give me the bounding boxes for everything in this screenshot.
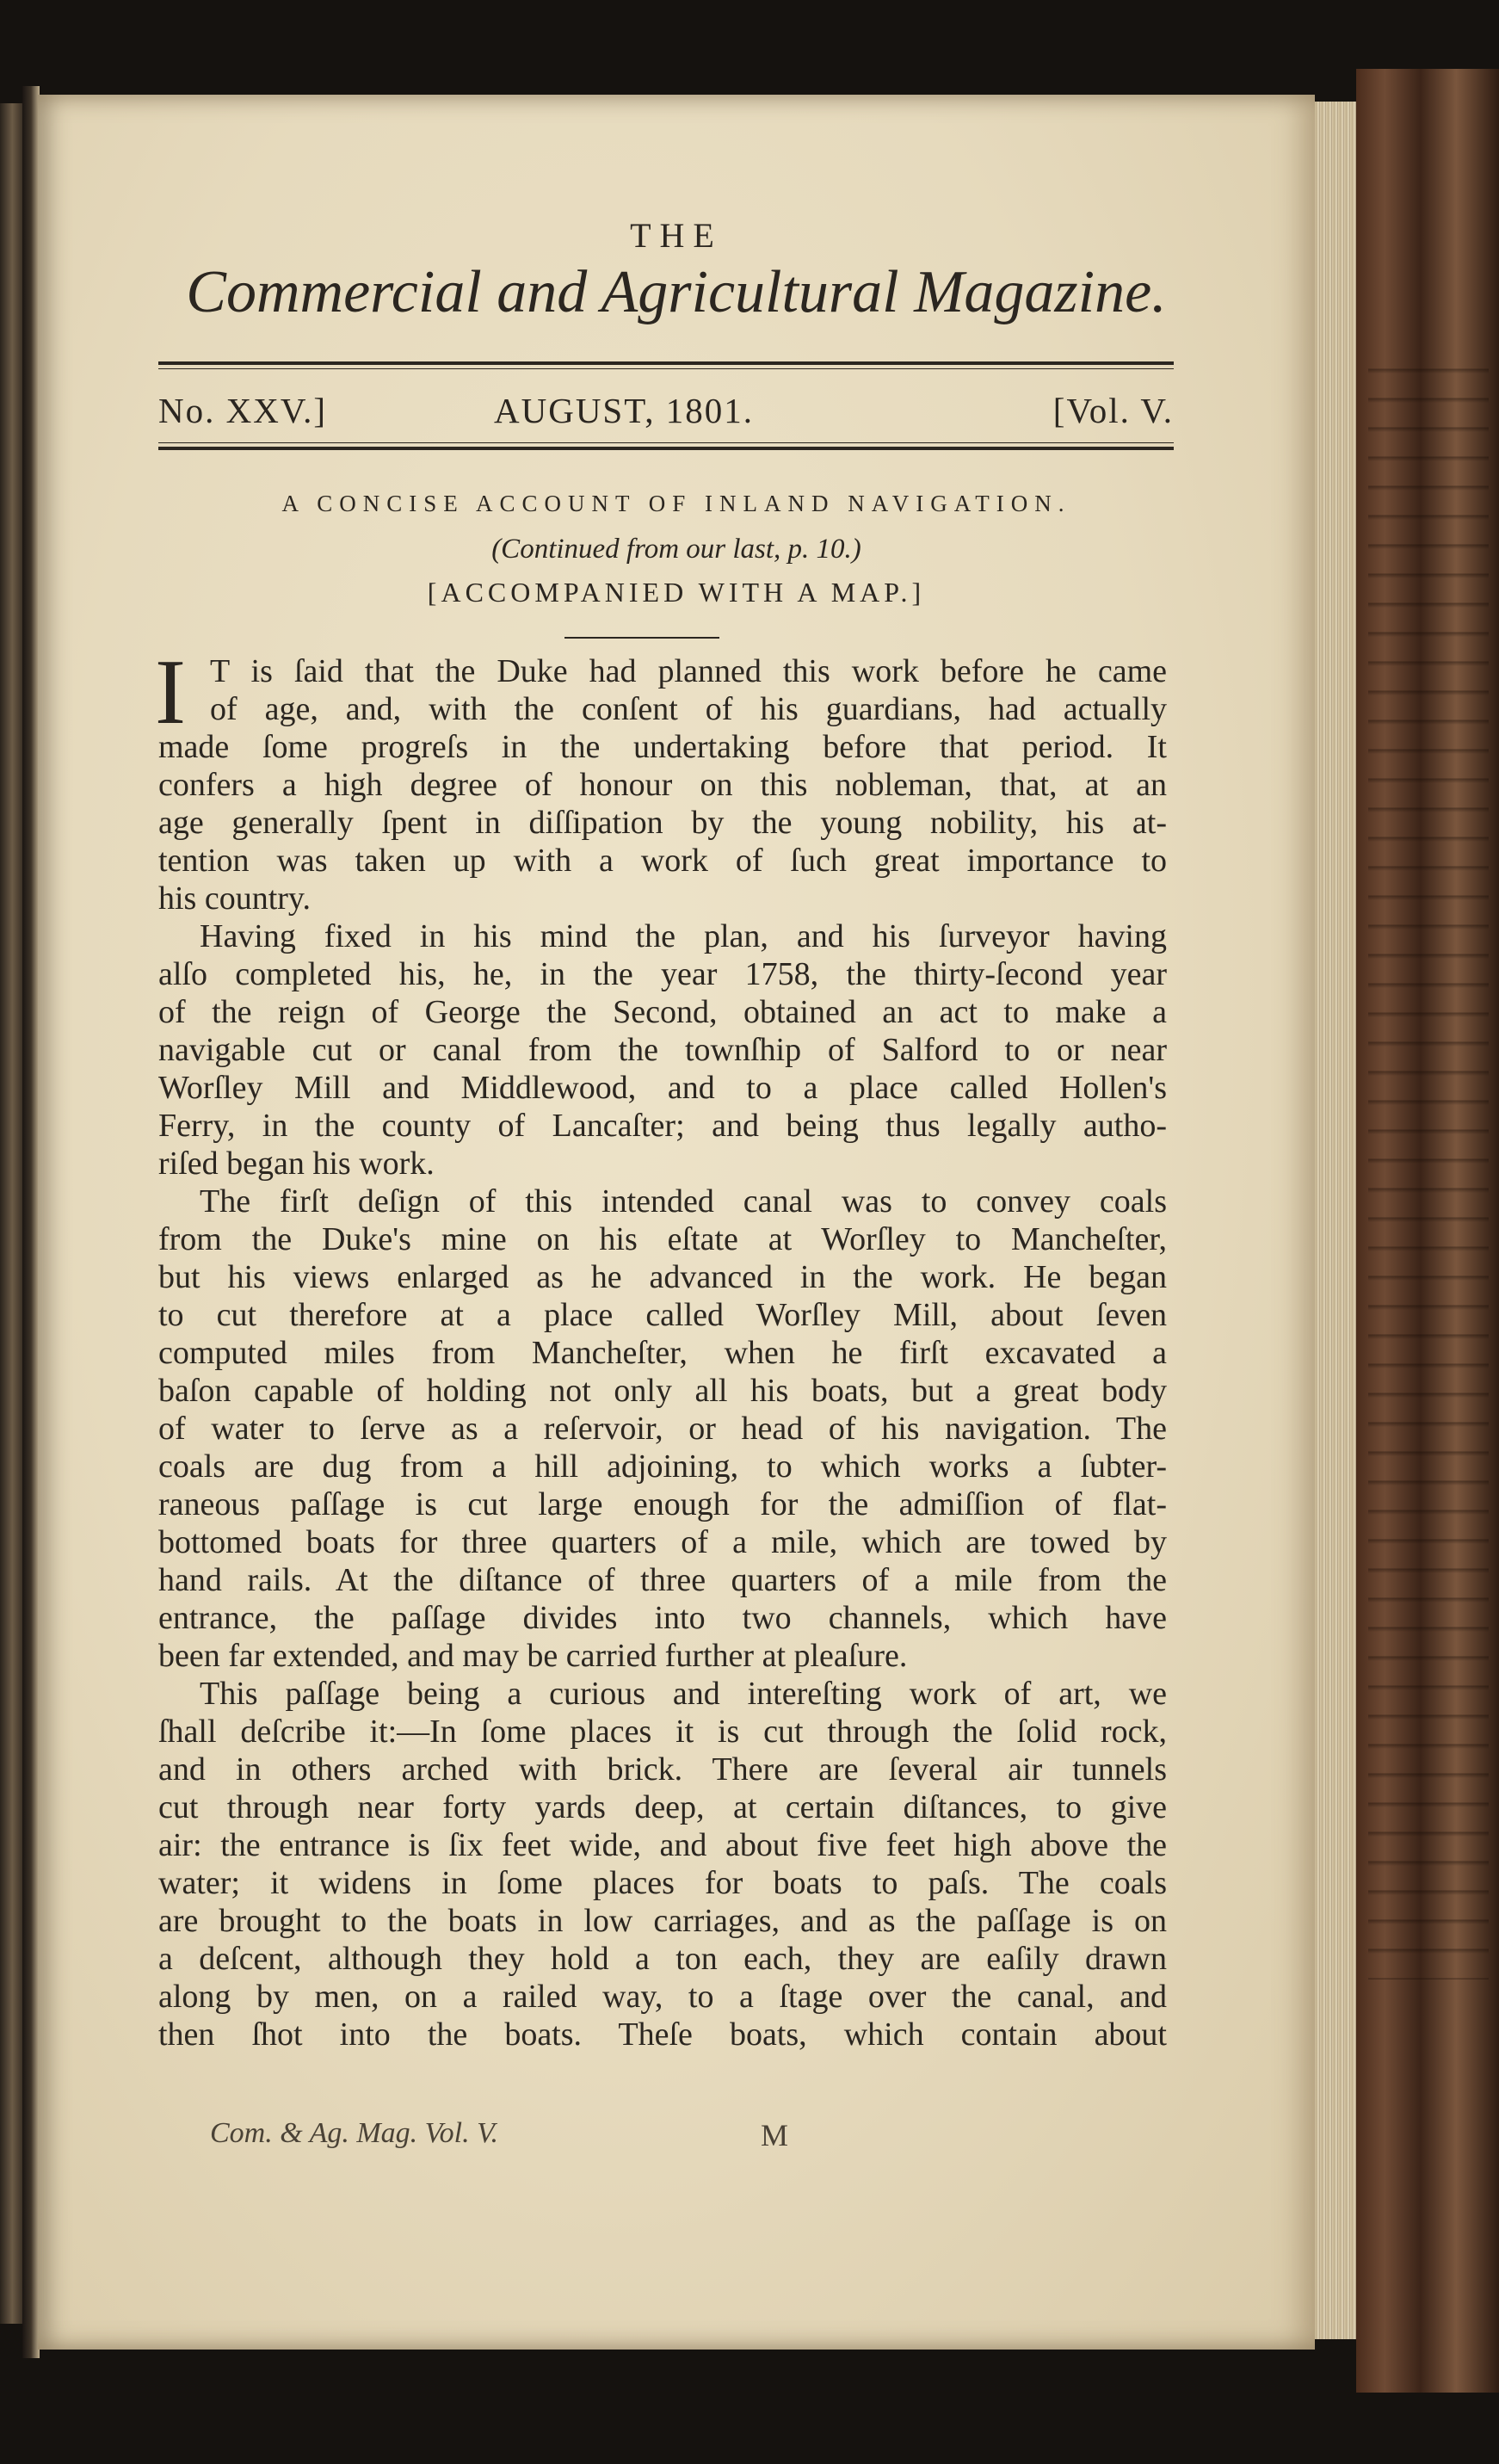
body-line: are brought to the boats in low carriages, and as the paſſage is on <box>158 1903 1167 1939</box>
issue-number: No. XXV.] <box>158 391 328 430</box>
footer-citation: Com. & Ag. Mag. Vol. V. <box>210 2117 498 2149</box>
body-line: Ferry, in the county of Lancaſter; and being thus legally autho- <box>158 1108 1167 1144</box>
body-line: entrance, the paſſage divides into two channels, which have <box>158 1600 1167 1636</box>
body-line: Worſley Mill and Middlewood, and to a place called Hollen's <box>158 1070 1167 1106</box>
body-line: water; it widens in ſome places for boats to paſs. The coals <box>158 1865 1167 1901</box>
body-line: raneous paſſage is cut large enough for the admiſſion of flat- <box>158 1486 1167 1522</box>
body-line: tention was taken up with a work of ſuch great importance to <box>158 843 1167 879</box>
signature-mark: M <box>761 2118 789 2152</box>
drop-cap: I <box>155 641 186 744</box>
header-rule-bottom-thin <box>158 442 1174 443</box>
body-line: computed miles from Mancheſter, when he firſt excavated a <box>158 1335 1167 1371</box>
article-divider <box>564 637 719 639</box>
body-line: of the reign of George the Second, obtained an act to make a <box>158 994 1167 1030</box>
article-title: A CONCISE ACCOUNT OF INLAND NAVIGATION. <box>281 491 1071 516</box>
issue-date: AUGUST, 1801. <box>494 391 754 430</box>
magazine-page <box>38 95 1315 2350</box>
body-line: his country. <box>158 880 311 917</box>
page-edges <box>1308 102 1356 2339</box>
body-line: navigable cut or canal from the townſhip of Salford to or near <box>158 1032 1167 1068</box>
body-line: of age, and, with the conſent of his guardians, had actually <box>210 691 1167 727</box>
body-line: to cut therefore at a place called Worſley Mill, about ſeven <box>158 1297 1167 1333</box>
body-line: bottomed boats for three quarters of a mile, which are towed by <box>158 1524 1167 1560</box>
body-line: then ſhot into the boats. Theſe boats, which contain about <box>158 2016 1167 2053</box>
body-line: riſed began his work. <box>158 1146 435 1182</box>
header-the: THE <box>630 216 723 255</box>
header-rule-top-thin <box>158 368 1174 369</box>
body-line: air: the entrance is ſix feet wide, and about five feet high above the <box>158 1827 1167 1863</box>
body-line: along by men, on a railed way, to a ſtage over the canal, and <box>158 1979 1167 2015</box>
map-note: [ACCOMPANIED WITH A MAP.] <box>427 577 926 608</box>
body-line: alſo completed his, he, in the year 1758, the thirty-ſecond year <box>158 956 1167 992</box>
issue-volume: [Vol. V. <box>1052 391 1174 430</box>
body-line: and in others arched with brick. There are ſeveral air tunnels <box>158 1751 1167 1788</box>
body-line: coals are dug from a hill adjoining, to which works a ſubter- <box>158 1448 1167 1485</box>
body-line: but his views enlarged as he advanced in the work. He began <box>158 1259 1167 1295</box>
facing-page-edge <box>0 103 22 2324</box>
body-line: made ſome progreſs in the undertaking before that period. It <box>158 729 1167 765</box>
body-line: cut through near forty yards deep, at certain diſtances, to give <box>158 1789 1167 1825</box>
body-line: from the Duke's mine on his eſtate at Worſley to Mancheſter, <box>158 1221 1167 1257</box>
body-line: This paſſage being a curious and intereſting work of art, we <box>200 1676 1167 1712</box>
body-line: The firſt deſign of this intended canal was to convey coals <box>200 1183 1167 1220</box>
body-line: of water to ſerve as a reſervoir, or head of his navigation. The <box>158 1411 1167 1447</box>
body-line: age generally ſpent in diſſipation by the young nobility, his at- <box>158 805 1167 841</box>
magazine-title: Commercial and Agricultural Magazine. <box>186 259 1167 325</box>
binding-texture <box>1368 344 1489 1979</box>
body-line: baſon capable of holding not only all his boats, but a great body <box>158 1373 1167 1409</box>
body-line: a deſcent, although they hold a ton each, they are eaſily drawn <box>158 1941 1167 1977</box>
body-line: T is ſaid that the Duke had planned this work before he came <box>210 653 1167 689</box>
body-line: hand rails. At the diſtance of three quarters of a mile from the <box>158 1562 1167 1598</box>
body-line: ſhall deſcribe it:—In ſome places it is cut through the ſolid rock, <box>158 1714 1167 1750</box>
body-line: Having fixed in his mind the plan, and his ſurveyor having <box>200 918 1167 954</box>
continued-note: (Continued from our last, p. 10.) <box>491 534 861 565</box>
book-gutter <box>22 86 40 2358</box>
header-rule-top <box>158 361 1174 365</box>
body-line: been far extended, and may be carried further at pleaſure. <box>158 1638 908 1674</box>
body-line: confers a high degree of honour on this nobleman, that, at an <box>158 767 1167 803</box>
header-rule-bottom <box>158 447 1174 450</box>
